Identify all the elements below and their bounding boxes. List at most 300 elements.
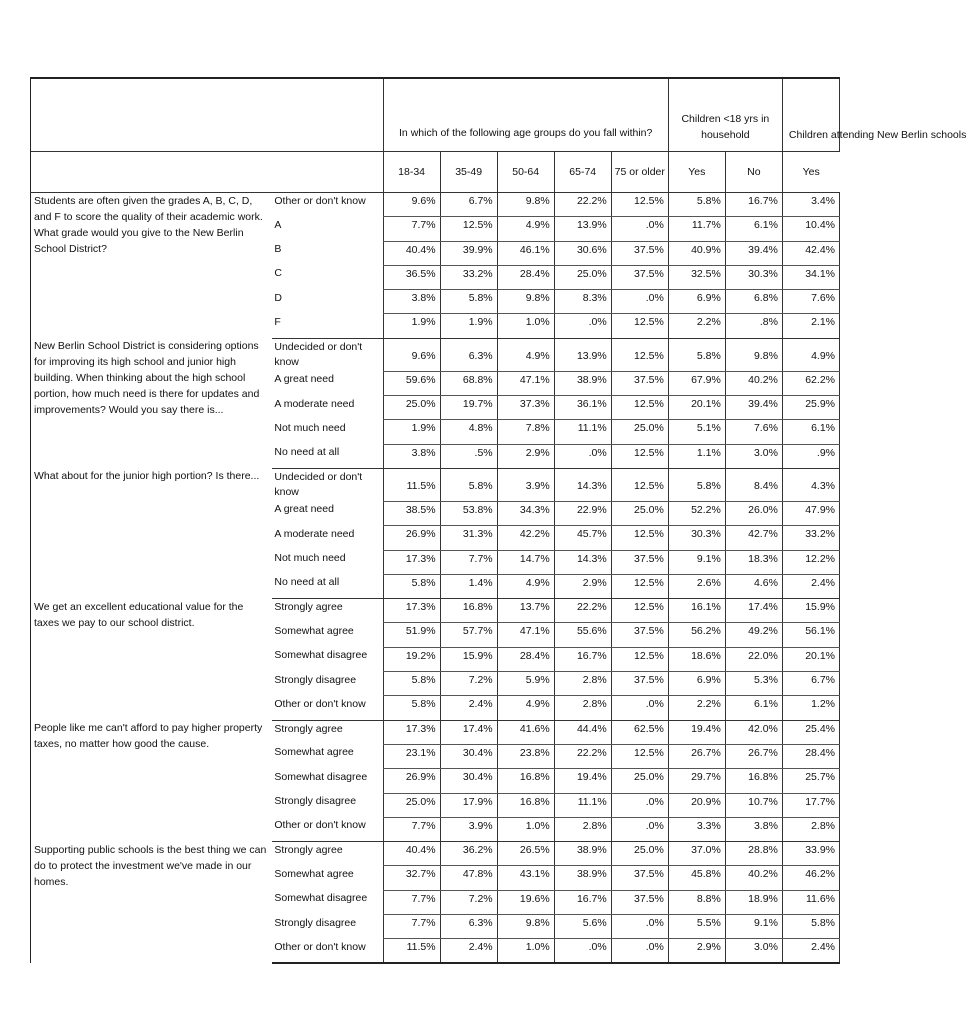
percent-cell: 12.5% xyxy=(611,574,668,598)
answer-label: Somewhat agree xyxy=(274,746,354,759)
percent-cell: 37.0% xyxy=(668,842,725,866)
percent-cell: 30.3% xyxy=(668,526,725,550)
percent-cell: 38.9% xyxy=(554,866,611,890)
question-text: What about for the junior high portion? Is there... xyxy=(31,468,273,598)
answer-label: Strongly disagree xyxy=(274,673,357,686)
percent-cell: 53.8% xyxy=(440,501,497,525)
percent-cell: 26.0% xyxy=(725,501,782,525)
question-text: People like me can't afford to pay higher property taxes, no matter how good the cause. xyxy=(31,720,273,841)
answer-label: Somewhat agree xyxy=(274,867,354,880)
percent-cell: 1.9% xyxy=(440,314,497,338)
percent-cell: 28.4% xyxy=(782,744,839,768)
percent-cell: 51.9% xyxy=(383,623,440,647)
percent-cell: 3.0% xyxy=(725,939,782,963)
column-header: Yes xyxy=(668,152,725,193)
percent-cell: 17.3% xyxy=(383,550,440,574)
answer-label: Strongly agree xyxy=(274,844,343,857)
table-row xyxy=(31,193,840,217)
answer-label: Strongly disagree xyxy=(274,916,357,929)
answer-label: Not much need xyxy=(274,552,346,565)
percent-cell: 7.2% xyxy=(440,890,497,914)
percent-cell: 5.9% xyxy=(497,672,554,696)
answer-label: Undecided or don't know xyxy=(274,470,363,498)
percent-cell: 22.0% xyxy=(725,647,782,671)
percent-cell: 20.1% xyxy=(782,647,839,671)
percent-cell: 17.4% xyxy=(440,720,497,744)
percent-cell: 13.9% xyxy=(554,338,611,371)
percent-cell: 16.8% xyxy=(497,793,554,817)
percent-cell: 5.8% xyxy=(383,672,440,696)
percent-cell: 6.1% xyxy=(782,420,839,444)
percent-cell: 30.4% xyxy=(440,744,497,768)
percent-cell: 3.8% xyxy=(383,444,440,468)
percent-cell: .0% xyxy=(554,314,611,338)
percent-cell: 11.7% xyxy=(668,217,725,241)
percent-cell: 45.7% xyxy=(554,526,611,550)
percent-cell: 37.5% xyxy=(611,890,668,914)
percent-cell: 26.7% xyxy=(725,744,782,768)
percent-cell: 30.4% xyxy=(440,769,497,793)
percent-cell: 17.4% xyxy=(725,599,782,623)
percent-cell: 12.5% xyxy=(611,647,668,671)
percent-cell: 55.6% xyxy=(554,623,611,647)
percent-cell: 7.2% xyxy=(440,672,497,696)
percent-cell: 37.5% xyxy=(611,866,668,890)
percent-cell: 47.9% xyxy=(782,501,839,525)
percent-cell: 5.3% xyxy=(725,672,782,696)
percent-cell: 2.4% xyxy=(782,574,839,598)
percent-cell: 56.2% xyxy=(668,623,725,647)
percent-cell: 46.2% xyxy=(782,866,839,890)
header-blank-sub xyxy=(31,152,384,193)
percent-cell: 36.2% xyxy=(440,842,497,866)
percent-cell: 2.8% xyxy=(782,817,839,841)
percent-cell: 19.2% xyxy=(383,647,440,671)
percent-cell: 25.0% xyxy=(611,769,668,793)
percent-cell: 1.9% xyxy=(383,314,440,338)
percent-cell: 57.7% xyxy=(440,623,497,647)
percent-cell: 32.5% xyxy=(668,265,725,289)
column-header: 35-49 xyxy=(440,152,497,193)
percent-cell: 3.0% xyxy=(725,444,782,468)
percent-cell: 39.4% xyxy=(725,396,782,420)
percent-cell: 16.8% xyxy=(497,769,554,793)
percent-cell: 22.2% xyxy=(554,744,611,768)
answer-label: No need at all xyxy=(272,574,383,598)
percent-cell: 2.1% xyxy=(782,314,839,338)
question-text: Students are often given the grades A, B, C, D, and F to score the quality of their academic work. What grade would you give to the New Berlin School District? xyxy=(31,193,273,339)
percent-cell: 6.7% xyxy=(782,672,839,696)
percent-cell: 11.5% xyxy=(383,468,440,501)
column-header: 65-74 xyxy=(554,152,611,193)
children-household-header: Children <18 yrs in household xyxy=(668,78,782,152)
percent-cell: 9.8% xyxy=(497,290,554,314)
percent-cell: 28.8% xyxy=(725,842,782,866)
percent-cell: 5.8% xyxy=(668,193,725,217)
percent-cell: 12.5% xyxy=(611,193,668,217)
percent-cell: 19.7% xyxy=(440,396,497,420)
percent-cell: 42.0% xyxy=(725,720,782,744)
percent-cell: 1.2% xyxy=(782,696,839,720)
percent-cell: 12.2% xyxy=(782,550,839,574)
answer-label: Other or don't know xyxy=(272,939,383,963)
percent-cell: 7.8% xyxy=(497,420,554,444)
percent-cell: 16.7% xyxy=(725,193,782,217)
percent-cell: 56.1% xyxy=(782,623,839,647)
percent-cell: 5.8% xyxy=(383,696,440,720)
percent-cell: 1.0% xyxy=(497,939,554,963)
percent-cell: 12.5% xyxy=(611,314,668,338)
percent-cell: 45.8% xyxy=(668,866,725,890)
percent-cell: 30.6% xyxy=(554,241,611,265)
percent-cell: 20.9% xyxy=(668,793,725,817)
percent-cell: 13.9% xyxy=(554,217,611,241)
percent-cell: .0% xyxy=(611,696,668,720)
percent-cell: 52.2% xyxy=(668,501,725,525)
percent-cell: 31.3% xyxy=(440,526,497,550)
question-text: We get an excellent educational value for the taxes we pay to our school district. xyxy=(31,599,273,720)
percent-cell: 25.0% xyxy=(554,265,611,289)
percent-cell: 6.1% xyxy=(725,217,782,241)
answer-label: No need at all xyxy=(272,444,383,468)
percent-cell: 14.7% xyxy=(497,550,554,574)
percent-cell: 12.5% xyxy=(611,526,668,550)
percent-cell: .0% xyxy=(554,444,611,468)
percent-cell: 10.7% xyxy=(725,793,782,817)
percent-cell: 4.3% xyxy=(782,468,839,501)
percent-cell: 62.2% xyxy=(782,371,839,395)
percent-cell: 19.6% xyxy=(497,890,554,914)
percent-cell: .9% xyxy=(782,444,839,468)
percent-cell: .0% xyxy=(611,793,668,817)
children-attending-header: Children attending New Berlin schools xyxy=(782,78,839,152)
percent-cell: 41.6% xyxy=(497,720,554,744)
answer-label: C xyxy=(274,267,282,280)
percent-cell: 26.7% xyxy=(668,744,725,768)
percent-cell: 25.0% xyxy=(383,793,440,817)
percent-cell: 39.9% xyxy=(440,241,497,265)
percent-cell: .0% xyxy=(611,817,668,841)
percent-cell: 38.9% xyxy=(554,842,611,866)
answer-label: Strongly agree xyxy=(274,722,343,735)
percent-cell: 5.8% xyxy=(383,574,440,598)
answer-label: Strongly agree xyxy=(274,601,343,614)
percent-cell: 26.9% xyxy=(383,526,440,550)
table-row xyxy=(31,720,840,744)
percent-cell: 1.0% xyxy=(497,314,554,338)
percent-cell: 37.5% xyxy=(611,623,668,647)
percent-cell: 18.6% xyxy=(668,647,725,671)
percent-cell: 4.9% xyxy=(782,338,839,371)
percent-cell: 28.4% xyxy=(497,647,554,671)
percent-cell: 7.7% xyxy=(383,817,440,841)
percent-cell: 67.9% xyxy=(668,371,725,395)
percent-cell: 6.8% xyxy=(725,290,782,314)
answer-label: F xyxy=(272,314,383,338)
percent-cell: .0% xyxy=(611,915,668,939)
percent-cell: 25.9% xyxy=(782,396,839,420)
percent-cell: 1.4% xyxy=(440,574,497,598)
percent-cell: 18.3% xyxy=(725,550,782,574)
percent-cell: 2.4% xyxy=(440,939,497,963)
percent-cell: 6.3% xyxy=(440,915,497,939)
percent-cell: 2.4% xyxy=(782,939,839,963)
answer-label: Somewhat agree xyxy=(274,624,354,637)
column-header: Yes xyxy=(782,152,839,193)
percent-cell: 40.4% xyxy=(383,842,440,866)
answer-label: Somewhat disagree xyxy=(274,892,368,905)
percent-cell: 30.3% xyxy=(725,265,782,289)
percent-cell: 12.5% xyxy=(611,468,668,501)
percent-cell: 47.1% xyxy=(497,623,554,647)
percent-cell: 29.7% xyxy=(668,769,725,793)
percent-cell: 16.1% xyxy=(668,599,725,623)
percent-cell: 18.9% xyxy=(725,890,782,914)
percent-cell: 37.5% xyxy=(611,265,668,289)
percent-cell: 11.1% xyxy=(554,420,611,444)
percent-cell: 11.1% xyxy=(554,793,611,817)
percent-cell: 9.6% xyxy=(383,193,440,217)
percent-cell: 25.0% xyxy=(611,501,668,525)
percent-cell: .0% xyxy=(554,939,611,963)
percent-cell: 3.8% xyxy=(383,290,440,314)
answer-label: Other or don't know xyxy=(272,696,383,720)
percent-cell: 5.5% xyxy=(668,915,725,939)
percent-cell: 9.1% xyxy=(668,550,725,574)
percent-cell: 23.1% xyxy=(383,744,440,768)
percent-cell: 39.4% xyxy=(725,241,782,265)
percent-cell: 17.3% xyxy=(383,599,440,623)
percent-cell: 12.5% xyxy=(440,217,497,241)
percent-cell: 22.2% xyxy=(554,599,611,623)
percent-cell: 33.2% xyxy=(440,265,497,289)
percent-cell: 3.9% xyxy=(440,817,497,841)
percent-cell: 3.9% xyxy=(497,468,554,501)
question-text: New Berlin School District is considering options for improving its high school and junior high building. When thinking about the high school portion, how much need is there for updates and improvements? Would you say there is... xyxy=(31,338,273,468)
percent-cell: 49.2% xyxy=(725,623,782,647)
table-row xyxy=(31,842,840,866)
percent-cell: 7.7% xyxy=(383,915,440,939)
answer-label: D xyxy=(274,291,282,304)
percent-cell: 37.3% xyxy=(497,396,554,420)
percent-cell: 3.4% xyxy=(782,193,839,217)
percent-cell: 32.7% xyxy=(383,866,440,890)
percent-cell: 44.4% xyxy=(554,720,611,744)
percent-cell: 4.9% xyxy=(497,217,554,241)
percent-cell: 6.1% xyxy=(725,696,782,720)
age-group-header: In which of the following age groups do you fall within? xyxy=(383,78,668,152)
percent-cell: 14.3% xyxy=(554,550,611,574)
percent-cell: 9.8% xyxy=(725,338,782,371)
percent-cell: 2.9% xyxy=(497,444,554,468)
percent-cell: 5.6% xyxy=(554,915,611,939)
column-header: 50-64 xyxy=(497,152,554,193)
percent-cell: 4.9% xyxy=(497,338,554,371)
percent-cell: 38.9% xyxy=(554,371,611,395)
percent-cell: 20.1% xyxy=(668,396,725,420)
percent-cell: 12.5% xyxy=(611,744,668,768)
percent-cell: 42.4% xyxy=(782,241,839,265)
percent-cell: 17.3% xyxy=(383,720,440,744)
question-text: Supporting public schools is the best thing we can do to protect the investment we've made in our homes. xyxy=(31,842,273,963)
percent-cell: .0% xyxy=(611,939,668,963)
percent-cell: 33.2% xyxy=(782,526,839,550)
percent-cell: 38.5% xyxy=(383,501,440,525)
answer-label: Other or don't know xyxy=(274,195,366,207)
percent-cell: 40.4% xyxy=(383,241,440,265)
answer-label: A xyxy=(274,218,282,231)
percent-cell: 5.8% xyxy=(440,290,497,314)
percent-cell: 3.3% xyxy=(668,817,725,841)
table-row xyxy=(31,599,840,623)
percent-cell: 25.4% xyxy=(782,720,839,744)
percent-cell: 16.8% xyxy=(725,769,782,793)
percent-cell: 40.9% xyxy=(668,241,725,265)
percent-cell: 17.9% xyxy=(440,793,497,817)
percent-cell: 7.6% xyxy=(782,290,839,314)
percent-cell: 4.6% xyxy=(725,574,782,598)
percent-cell: 37.5% xyxy=(611,371,668,395)
percent-cell: 46.1% xyxy=(497,241,554,265)
percent-cell: 7.7% xyxy=(383,217,440,241)
percent-cell: 9.8% xyxy=(497,915,554,939)
percent-cell: 22.9% xyxy=(554,501,611,525)
column-header: 75 or older xyxy=(611,152,668,193)
answer-label: Undecided or don't know xyxy=(274,340,363,368)
percent-cell: 5.1% xyxy=(668,420,725,444)
table-row xyxy=(31,338,840,371)
answer-label: A moderate need xyxy=(274,397,355,410)
percent-cell: 6.9% xyxy=(668,672,725,696)
answer-label: Not much need xyxy=(274,421,346,434)
percent-cell: 6.7% xyxy=(440,193,497,217)
answer-label: Strongly disagree xyxy=(274,795,357,808)
percent-cell: 2.2% xyxy=(668,314,725,338)
percent-cell: 2.8% xyxy=(554,817,611,841)
answer-label: B xyxy=(274,243,282,256)
percent-cell: 47.1% xyxy=(497,371,554,395)
percent-cell: 15.9% xyxy=(782,599,839,623)
percent-cell: 3.8% xyxy=(725,817,782,841)
percent-cell: 12.5% xyxy=(611,599,668,623)
percent-cell: 12.5% xyxy=(611,396,668,420)
percent-cell: 13.7% xyxy=(497,599,554,623)
percent-cell: 14.3% xyxy=(554,468,611,501)
percent-cell: 37.5% xyxy=(611,550,668,574)
percent-cell: 26.5% xyxy=(497,842,554,866)
percent-cell: 25.7% xyxy=(782,769,839,793)
percent-cell: 62.5% xyxy=(611,720,668,744)
percent-cell: .0% xyxy=(611,217,668,241)
percent-cell: 25.0% xyxy=(611,842,668,866)
column-header: 18-34 xyxy=(383,152,440,193)
percent-cell: 2.2% xyxy=(668,696,725,720)
percent-cell: 42.2% xyxy=(497,526,554,550)
percent-cell: 16.7% xyxy=(554,890,611,914)
percent-cell: 25.0% xyxy=(611,420,668,444)
answer-label: A great need xyxy=(274,503,334,516)
answer-label: Somewhat disagree xyxy=(274,649,368,662)
percent-cell: 12.5% xyxy=(611,338,668,371)
percent-cell: 5.8% xyxy=(782,915,839,939)
percent-cell: 23.8% xyxy=(497,744,554,768)
percent-cell: 40.2% xyxy=(725,371,782,395)
percent-cell: 16.7% xyxy=(554,647,611,671)
answer-label: A great need xyxy=(274,373,334,386)
percent-cell: 36.5% xyxy=(383,265,440,289)
percent-cell: 5.8% xyxy=(668,338,725,371)
answer-label: Other or don't know xyxy=(272,817,383,841)
percent-cell: 7.6% xyxy=(725,420,782,444)
percent-cell: 8.4% xyxy=(725,468,782,501)
percent-cell: 4.9% xyxy=(497,574,554,598)
percent-cell: 15.9% xyxy=(440,647,497,671)
crosstab-table-container xyxy=(30,77,966,954)
percent-cell: 37.5% xyxy=(611,672,668,696)
percent-cell: 9.8% xyxy=(497,193,554,217)
percent-cell: 16.8% xyxy=(440,599,497,623)
percent-cell: 11.6% xyxy=(782,890,839,914)
percent-cell: 7.7% xyxy=(440,550,497,574)
percent-cell: 9.6% xyxy=(383,338,440,371)
percent-cell: 33.9% xyxy=(782,842,839,866)
percent-cell: 2.6% xyxy=(668,574,725,598)
percent-cell: 10.4% xyxy=(782,217,839,241)
table-row xyxy=(31,468,840,501)
answer-label: A moderate need xyxy=(274,527,355,540)
percent-cell: 22.2% xyxy=(554,193,611,217)
percent-cell: 2.9% xyxy=(668,939,725,963)
percent-cell: 25.0% xyxy=(383,396,440,420)
percent-cell: 17.7% xyxy=(782,793,839,817)
percent-cell: 12.5% xyxy=(611,444,668,468)
percent-cell: 2.4% xyxy=(440,696,497,720)
percent-cell: 19.4% xyxy=(554,769,611,793)
percent-cell: 40.2% xyxy=(725,866,782,890)
percent-cell: 5.8% xyxy=(440,468,497,501)
percent-cell: 9.1% xyxy=(725,915,782,939)
percent-cell: 59.6% xyxy=(383,371,440,395)
percent-cell: 36.1% xyxy=(554,396,611,420)
percent-cell: 37.5% xyxy=(611,241,668,265)
percent-cell: 4.9% xyxy=(497,696,554,720)
percent-cell: 19.4% xyxy=(668,720,725,744)
percent-cell: 68.8% xyxy=(440,371,497,395)
percent-cell: 26.9% xyxy=(383,769,440,793)
percent-cell: 4.8% xyxy=(440,420,497,444)
percent-cell: 42.7% xyxy=(725,526,782,550)
percent-cell: .5% xyxy=(440,444,497,468)
percent-cell: 7.7% xyxy=(383,890,440,914)
percent-cell: 2.8% xyxy=(554,696,611,720)
percent-cell: 2.8% xyxy=(554,672,611,696)
percent-cell: 2.9% xyxy=(554,574,611,598)
percent-cell: 28.4% xyxy=(497,265,554,289)
percent-cell: 11.5% xyxy=(383,939,440,963)
percent-cell: 5.8% xyxy=(668,468,725,501)
percent-cell: 43.1% xyxy=(497,866,554,890)
percent-cell: 1.0% xyxy=(497,817,554,841)
percent-cell: 8.8% xyxy=(668,890,725,914)
percent-cell: 1.9% xyxy=(383,420,440,444)
percent-cell: .0% xyxy=(611,290,668,314)
percent-cell: 6.9% xyxy=(668,290,725,314)
answer-label: Somewhat disagree xyxy=(274,770,368,783)
header-blank xyxy=(31,78,384,152)
percent-cell: 47.8% xyxy=(440,866,497,890)
crosstab-table xyxy=(30,77,966,964)
percent-cell: 8.3% xyxy=(554,290,611,314)
